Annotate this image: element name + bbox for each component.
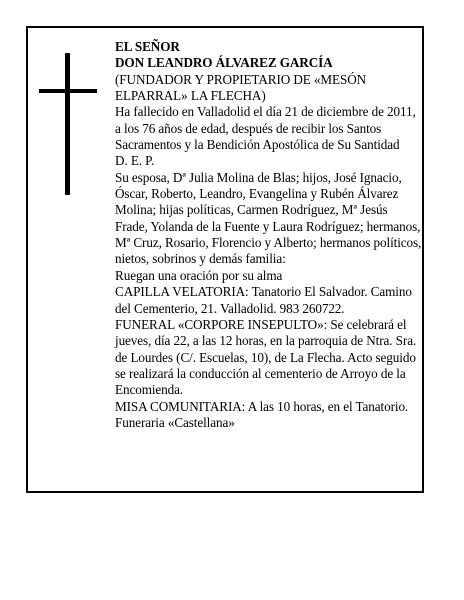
death-notice: Ha fallecido en Valladolid el día 21 de diciembre de 2011, a los 76 años de edad, después de recibir los Santos Sacramentos y la Bendición Apostólica de Su Santidad [115,104,416,153]
funeral-home: Funeraria «Castellana» [115,414,235,430]
deceased-name: DON LEANDRO ÁLVAREZ GARCÍA [115,55,333,71]
deceased-subtitle: (FUNDADOR Y PROPIETARIO DE «MESÓN ELPARRAL» LA FLECHA) [115,71,367,104]
heading-title: EL SEÑOR [115,39,180,54]
cross-horizontal-bar [39,89,97,93]
prayer-request: Ruegan una oración por su alma [115,267,283,283]
cross-vertical-bar [65,53,70,195]
obituary-text [115,39,423,431]
mass-info: MISA COMUNITARIA: A las 10 horas, en el Tanatorio. [115,398,409,414]
funeral-info: FUNERAL «CORPORE INSEPULTO»: Se celebrará el jueves, día 22, a las 12 horas, en la parroquia de Ntra. Sra. de Lourdes (C/. Escuelas, 10), de La Flecha. Acto seguido se realizará la conducción al cementerio de Arroyo de la Encomienda. [115,316,417,398]
rest-in-peace: D. E. P. [115,153,155,169]
family-list: Su esposa, Dª Julia Molina de Blas; hijos, José Ignacio, Óscar, Roberto, Leandro, Evangelina y Rubén Álvarez Molina; hijas políticas, Carmen Rodríguez, Mª Jesús Frade, Yolanda de la Fuente y Laura Rodríguez; hermanos, Mª Cruz, Rosario, Florencio y Alberto; hermanos políticos, nietos, sobrinos y demás familia: [115,169,422,267]
chapel-info: CAPILLA VELATORIA: Tanatorio El Salvador. Camino del Cementerio, 21. Valladolid. 983 260722. [115,284,412,316]
